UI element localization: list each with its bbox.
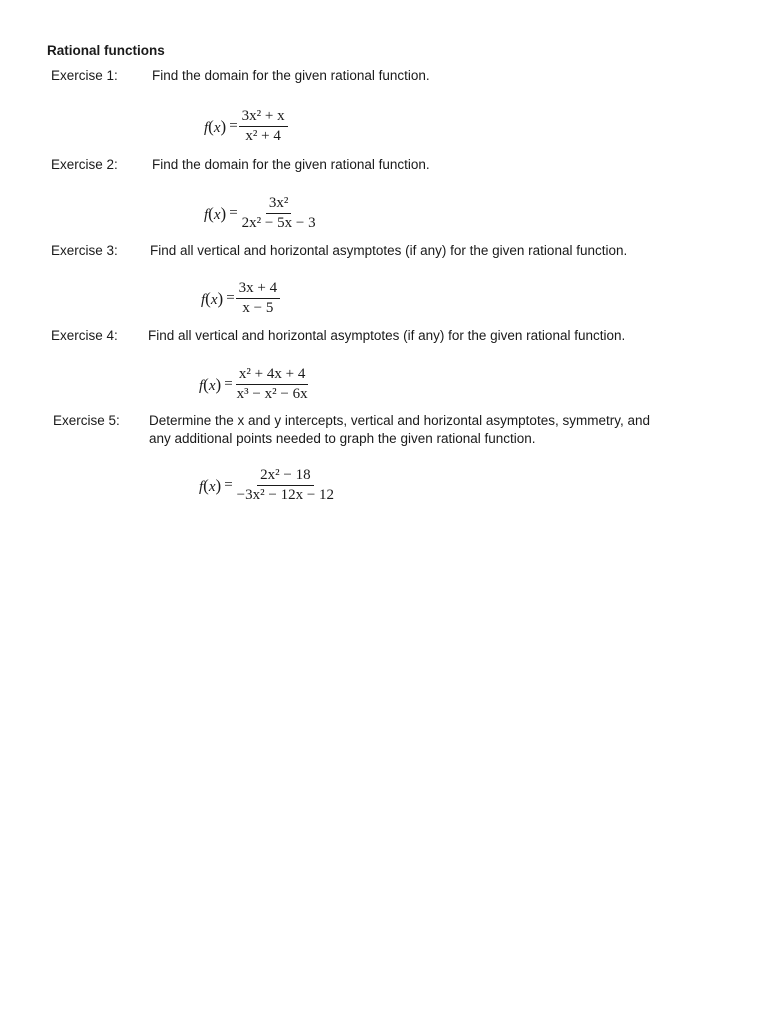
exercise-5-instruction-line-2: any additional points needed to graph the given rational function.	[149, 431, 536, 446]
function-lhs: f(x)	[201, 288, 224, 308]
numerator: 3x + 4	[236, 280, 280, 299]
fraction	[239, 195, 319, 232]
fraction	[239, 108, 288, 145]
equals-sign: =	[229, 118, 238, 134]
numerator: 2x² − 18	[257, 467, 313, 486]
equals-sign: =	[226, 290, 235, 306]
equals-sign: =	[224, 477, 233, 493]
denominator: −3x² − 12x − 12	[236, 487, 335, 503]
denominator: x³ − x² − 6x	[236, 386, 308, 402]
exercise-1-label: Exercise 1:	[51, 68, 118, 83]
exercise-4-label: Exercise 4:	[51, 328, 118, 343]
exercise-4-formula	[199, 366, 311, 403]
denominator: 2x² − 5x − 3	[241, 215, 316, 231]
equals-sign: =	[229, 205, 238, 221]
denominator: x² + 4	[245, 128, 281, 144]
fraction	[236, 280, 280, 317]
exercise-5-instruction-line-1: Determine the x and y intercepts, vertical and horizontal asymptotes, symmetry, and	[149, 413, 650, 428]
numerator: 3x² + x	[239, 108, 288, 127]
denominator: x − 5	[242, 300, 274, 316]
function-lhs: f(x)	[199, 475, 222, 495]
fraction	[234, 366, 311, 403]
fraction	[234, 467, 337, 504]
exercise-5-label: Exercise 5:	[53, 413, 120, 428]
exercise-4-instruction: Find all vertical and horizontal asymptotes (if any) for the given rational function.	[148, 328, 626, 343]
exercise-3-formula	[201, 280, 280, 317]
exercise-2-label: Exercise 2:	[51, 157, 118, 172]
exercise-3-label: Exercise 3:	[51, 243, 118, 258]
page-title: Rational functions	[47, 43, 165, 58]
numerator: x² + 4x + 4	[236, 366, 308, 385]
numerator: 3x²	[266, 195, 292, 214]
exercise-2-formula	[204, 195, 319, 232]
exercise-2-instruction: Find the domain for the given rational function.	[152, 157, 430, 172]
function-lhs: f(x)	[204, 203, 227, 223]
exercise-3-instruction: Find all vertical and horizontal asymptotes (if any) for the given rational function.	[150, 243, 628, 258]
exercise-5-formula	[199, 467, 337, 504]
equals-sign: =	[224, 376, 233, 392]
exercise-1-formula	[204, 108, 288, 145]
function-lhs: f(x)	[204, 116, 227, 136]
function-lhs: f(x)	[199, 374, 222, 394]
exercise-1-instruction: Find the domain for the given rational function.	[152, 68, 430, 83]
